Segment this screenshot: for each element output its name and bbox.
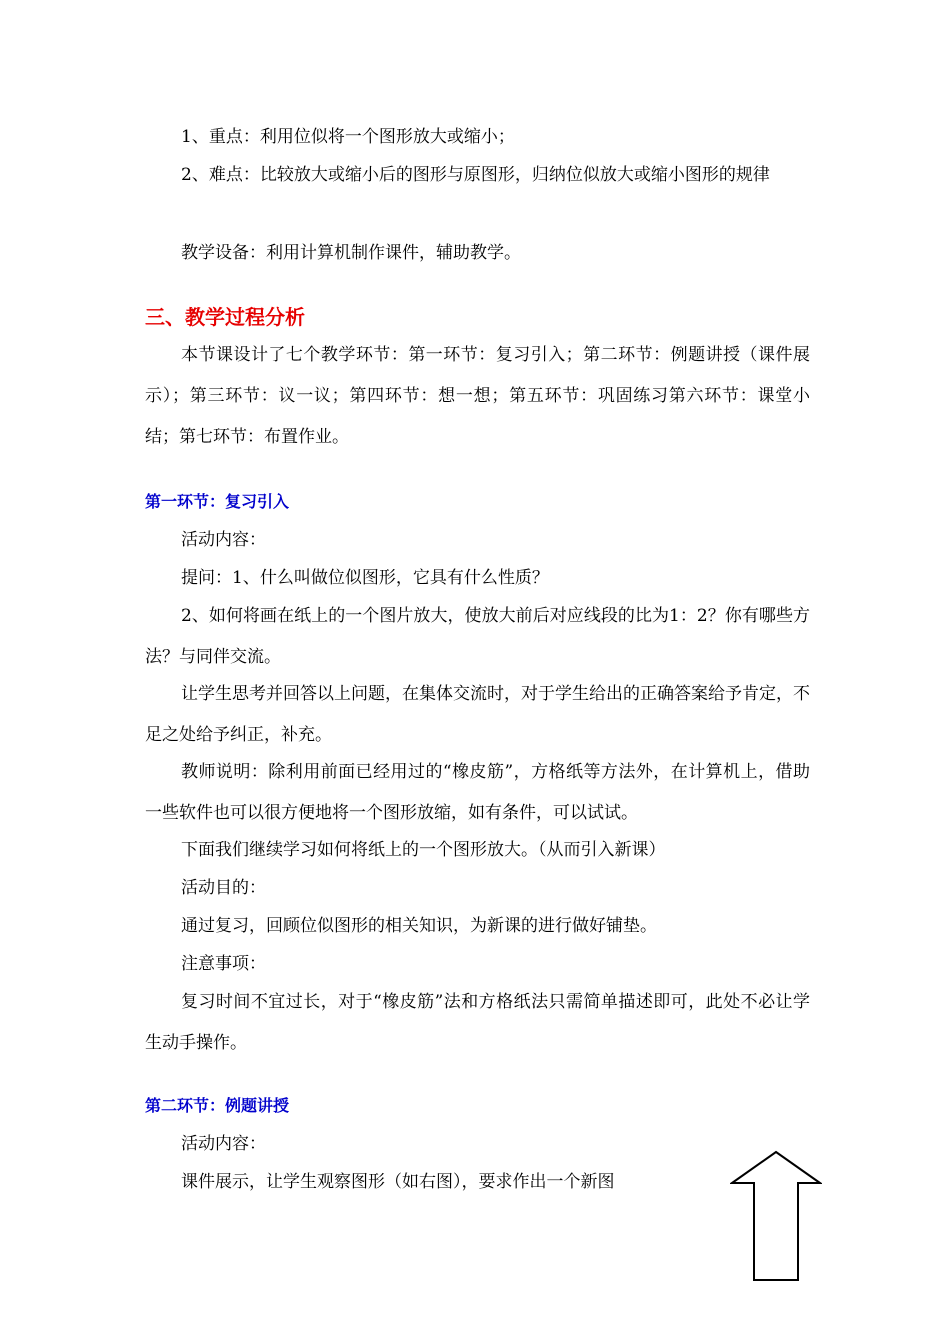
stage1-question1: 提问：1、什么叫做位似图形，它具有什么性质？ [181,568,549,588]
stage1-notes-label: 注意事项： [181,954,266,974]
key-point-text: 1、重点：利用位似将一个图形放大或缩小； [181,127,515,147]
stage1-question2: 2、如何将画在纸上的一个图片放大，使放大前后对应线段的比为1：2？你有哪些方法？与同伴交流。 [145,606,810,667]
stage1-notes: 复习时间不宜过长，对于“橡皮筋”法和方格纸法只需简单描述即可，此处不必让学生动手操作。 [145,992,810,1053]
stage2-heading: 第二环节：例题讲授 [145,1096,290,1115]
difficult-point-text: 2、难点：比较放大或缩小后的图形与原图形，归纳位似放大或缩小图形的规律 [181,165,770,185]
up-arrow-outline-icon [730,1150,822,1282]
stage1-teacher-note: 教师说明：除利用前面已经用过的“橡皮筋”，方格纸等方法外，在计算机上，借助一些软件也可以很方便地将一个图形放缩，如有条件，可以试试。 [145,762,810,823]
equipment-text: 教学设备：利用计算机制作课件，辅助教学。 [181,243,521,263]
section3-intro: 本节课设计了七个教学环节：第一环节：复习引入；第二环节：例题讲授（课件展示）；第三环节：议一议；第四环节：想一想；第五环节：巩固练习第六环节：课堂小结；第七环节：布置作业。 [145,345,810,447]
stage1-goal-label: 活动目的： [181,878,266,898]
stage1-content-label: 活动内容： [181,530,266,550]
stage1-discussion: 让学生思考并回答以上问题，在集体交流时，对于学生给出的正确答案给予肯定，不足之处给予纠正，补充。 [145,684,810,745]
stage1-transition: 下面我们继续学习如何将纸上的一个图形放大。（从而引入新课） [181,840,666,860]
stage1-goal: 通过复习，回顾位似图形的相关知识，为新课的进行做好铺垫。 [181,916,657,936]
section3-heading: 三、教学过程分析 [145,305,305,329]
stage2-content-label: 活动内容： [181,1134,266,1154]
stage2-courseware: 课件展示，让学生观察图形（如右图），要求作出一个新图 [181,1172,615,1192]
stage1-heading: 第一环节：复习引入 [145,492,290,511]
